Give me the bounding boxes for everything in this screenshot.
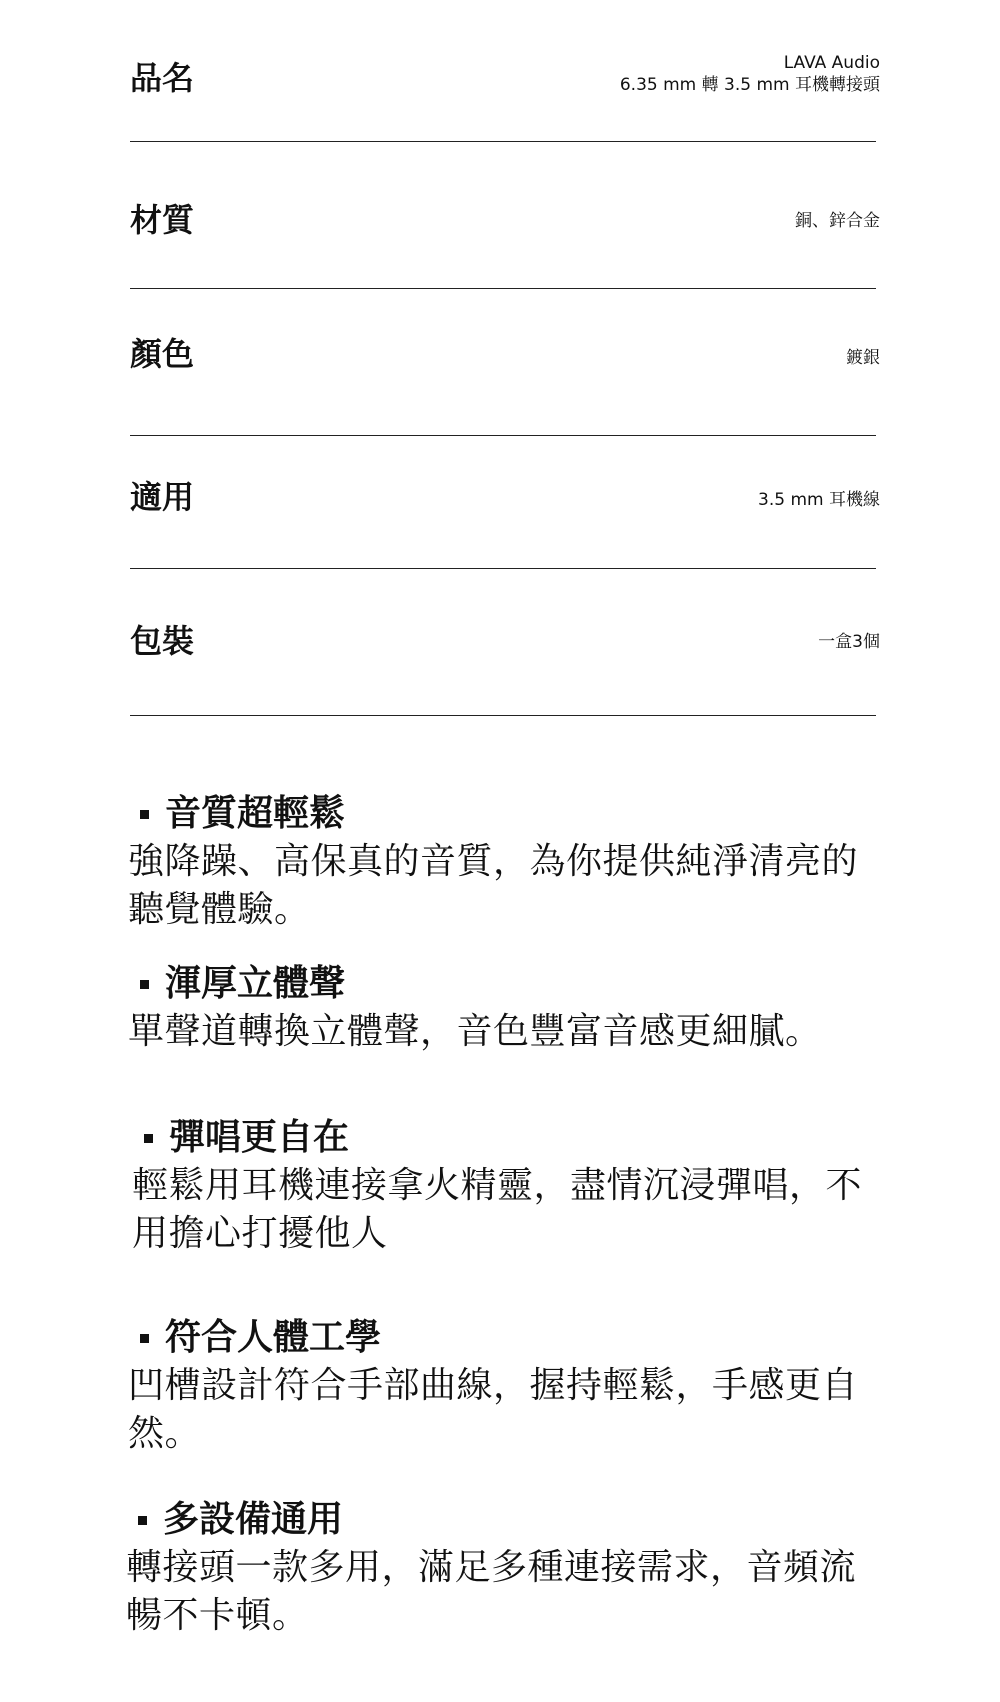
feature-description: [128, 838, 888, 934]
spec-label: 顏色: [130, 335, 195, 373]
feature-title-text: 音質超輕鬆: [165, 793, 346, 834]
feature-description: [128, 1362, 888, 1458]
feature-desc-line: 暢不卡頓。: [126, 1595, 309, 1636]
feature-title-text: 彈唱更自在: [169, 1117, 350, 1158]
feature-description: [126, 1544, 886, 1640]
spec-label: 包裝: [130, 622, 195, 660]
feature-title: [126, 1498, 886, 1542]
feature-title-text: 符合人體工學: [165, 1317, 382, 1358]
feature-title: [128, 792, 888, 836]
feature-item: [128, 1316, 888, 1458]
spec-row-package: [130, 569, 880, 716]
bullet-icon: [138, 1516, 147, 1525]
spec-row-color: [130, 289, 880, 436]
spec-label: 適用: [130, 478, 195, 516]
spec-label: 品名: [130, 59, 195, 97]
feature-title-text: 多設備通用: [163, 1499, 344, 1540]
spec-row-compatible: [130, 436, 880, 569]
feature-desc-line: 用擔心打擾他人: [132, 1213, 388, 1254]
feature-item: [128, 962, 888, 1056]
feature-item: [132, 1116, 892, 1258]
feature-desc-line: 強降躁、高保真的音質，為你提供純淨清亮的: [128, 841, 859, 882]
spec-row-name: [130, 0, 880, 142]
feature-desc-line: 凹槽設計符合手部曲線，握持輕鬆，手感更自: [128, 1365, 859, 1406]
spec-value: [620, 52, 880, 96]
bullet-icon: [144, 1134, 153, 1143]
feature-desc-line: 單聲道轉換立體聲，音色豐富音感更細膩。: [128, 1011, 822, 1052]
spec-value-line: 鍍銀: [846, 348, 880, 368]
spec-value-line: 6.35 mm 轉 3.5 mm 耳機轉接頭: [619, 75, 880, 95]
feature-desc-line: 聽覺體驗。: [128, 889, 311, 930]
spec-value-line: 銅、鋅合金: [795, 211, 880, 231]
bullet-icon: [140, 810, 149, 819]
feature-desc-line: 然。: [128, 1413, 202, 1454]
feature-item: [128, 792, 888, 934]
feature-desc-line: 轉接頭一款多用，滿足多種連接需求，音頻流: [126, 1547, 857, 1588]
spec-value-line: 一盒3個: [818, 632, 880, 652]
spec-row-material: [130, 142, 880, 289]
feature-title: [132, 1116, 892, 1160]
feature-title-text: 渾厚立體聲: [165, 963, 346, 1004]
feature-item: [126, 1498, 886, 1640]
feature-desc-line: 輕鬆用耳機連接拿火精靈，盡情沉浸彈唱，不: [132, 1165, 863, 1206]
spec-value-line: 3.5 mm 耳機線: [758, 490, 880, 510]
feature-title: [128, 1316, 888, 1360]
spec-value: [795, 210, 880, 232]
bullet-icon: [140, 1334, 149, 1343]
feature-title: [128, 962, 888, 1006]
spec-value-line: LAVA Audio: [783, 53, 880, 73]
spec-value: [846, 347, 880, 369]
spec-value: [758, 489, 880, 511]
feature-description: [132, 1162, 892, 1258]
feature-description: [128, 1008, 888, 1056]
bullet-icon: [140, 980, 149, 989]
spec-value: [818, 631, 880, 653]
spec-label: 材質: [130, 201, 195, 239]
